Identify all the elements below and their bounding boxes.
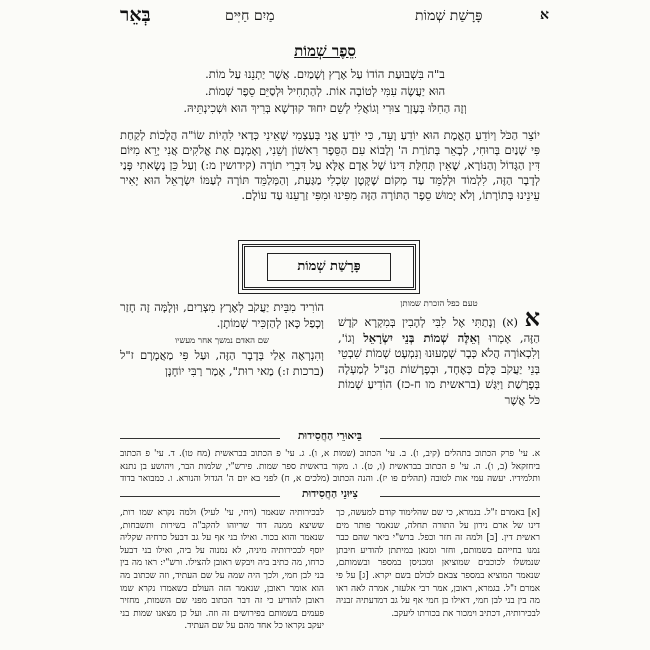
left-column-text: הוֹרִיד מִבֵּית יַעֲקֹב לְאֶרֶץ מִצְרַיִם, וּוְלָמָּה זֶה חָזַר וְכָפַל כָּאן לְהַזְכִּיר שְׁמוֹתָן. [120, 300, 324, 330]
left-column-text-2: וְהִנְרְאֶה אֵלַי בְּדָבָר הַזֶּה, וּעַל פִּי מַאֲמָרָם ז"ל (ברכות ז:) מַאי רוּת", אָמַר רַבִּי יוֹחָנָן [120, 348, 324, 378]
section-heading-tziyunei [120, 488, 540, 504]
right-column-lead: (א) וְנָתַתִּי אֶל לִבִּי לְהָבִין בְּמִקְרָא קֹדֶשׁ הַזֶּה, אָמְרוּ [338, 315, 540, 345]
main-right-column [338, 298, 540, 420]
book-title: סֵפֶר שְׁמוֹת [294, 42, 356, 60]
parsha-title-frame [242, 244, 416, 290]
verse-quote: וְאֵלֶּה שְׁמוֹת בְּנֵי יִשְׂרָאֵל [363, 330, 480, 345]
opening-verse-1: ב"ה בִּשְׁבוּעַת הוֹדוֹ עַל אֶרֶץ וְשָׁמַיִם. אֲשֶׁר יַתְנֵנוּ עַל מוֹת. [205, 67, 445, 81]
introduction-paragraph: יוֹצֵר הַכֹּל וְיוֹדֵעַ הָאֱמֶת הוּא יוֹדֵעַ וָעֵד, כִּי יוֹדֵעַ אֲנִי בְּעַצְמִי שֶׁאֵינִי כְּדַאי לִהְיוֹת שׂוֹ"ה הֲלָכוֹת לְקַחַת פִּי שְׁנַיִם בְּרוּחִי, לְבָאֵר בְּתוֹרַת ה' וְלָבוֹא עִם הַסֵּפֶר רִאשׁוֹן וְשֵׁנִי, וְאָמְנָם אֶת אֱלֹקִים אֲנִי יָרֵא מִיּוֹם דִּין הַגָּדוֹל וְהַנּוֹרָא, שֶׁאֵין תְּחִלַּת דִּינוֹ שֶׁל אָדָם אֶלָּא עַל דִּבְרֵי תוֹרָה (קידושין מ:) וְעַל כֵּן נָשָׂאתִי פָּנַי לְדָבָר הַזֶּה, לִלְמוֹד וּלְלַמֵּד עַד מְקוֹם שֶׁקָּטָן שִׂכְלִי מַגַּעַת, וְהַמְּלַמֵּד תּוֹרָה לְעַמּוֹ יִשְׂרָאֵל הוּא יָאִיר עֵינֵינוּ בְּתוֹרָתוֹ, וְלֹא יָמוּשׁ סֵפֶר הַתּוֹרָה הַזֶּה מִפִּינוּ וּמִפִּי זַרְעֵנוּ עַד עוֹלָם. [120, 128, 540, 202]
left-column-caption: שם האדם נמשך אחר מעשיו [174, 336, 270, 346]
section-heading-biurei [120, 430, 540, 446]
running-title-parsha: פָּרָשַׁת שְׁמוֹת [415, 8, 483, 24]
section-tziyunei-left-column: לבכירותיה שנאמר (ויחי, עי' לעיל) ולמה נקרא שמו רות, ששיצא ממנה דוד שריוהו להקב"ה בשירות ותשבחות, שנאמר והוא בכור. ואילו בני אף על גב דבעל כרחיה שקליה יוסף לבכירותיה מיניה, לא נמנוה על ביה, ואילו בני דבעל כרחו, מה כתיב ביה ויבקש ראובן להצילו. ורש"י: ראו מה בין בני לבן חמי, ולכך היה שמה על שם העתיד, וזה שכתוב מה הוא אומר ראובן, שנאמר הזה העולם כשאמרו נקרא שמו ראובן להודיע כי זה דבר הכתוב מפני שם השמות, מחזיר פעמים בשמותם בפירושים זה וזה. ועל כן מצאנו שמות בני יעקב נקראו כל אחד מהם על שם העתיד. [120, 508, 324, 632]
section-title-biurei: בֵּיאוּרֵי הַחֲסִידוּת [298, 430, 362, 442]
right-column-text: וְגוֹ', וְלִכְאוֹרָה הֲלֹא כְּבָר שְׁמָעוּנוּ וְנִמְעָט שְׁמוֹת שִׁבְטֵי בְּנֵי יַעֲקֹב כֻּלָּם כְּאֶחָד, וּבְפָרָשׁוֹת הַנַּ"ל לְמַעְלָה בְּפָרָשַׁת וַיִּגַּשׁ (בראשית מו ח-כז) הוֹדִיעַ שְׁמוֹת כֹּל אֲשֶׁר [338, 330, 540, 407]
opening-verse-2: הוּא יַעֲשֶׂה עִמִּי לְטוֹבָה אוֹת. לְהַתְחִיל וּלְסַיֵּם סֵפֶר שְׁמוֹת. [204, 84, 446, 98]
section-title-tziyunei: צִיּוּנֵי הַחֲסִידוּת [302, 488, 358, 500]
opening-verse-3: וְזֶה הַחִלּוּ בְּעֶזְרַ צוּרִי וְגוֹאֲלִי לְשֵׁם יִחוּד קוּדְשָׁא בְּרִיךְ הוּא וּשְׁכִינְתֵּיהּ. [183, 101, 467, 115]
drop-cap-aleph: א [524, 303, 540, 332]
page-number: א [540, 7, 549, 23]
running-title-mayim-chaim: מַיִם חַיִּים [225, 8, 275, 24]
parsha-title: פָּרָשַׁת שְׁמוֹת [267, 253, 391, 281]
main-left-column [120, 298, 324, 420]
section-tziyunei-right-column: [א] באמרם ז"ל. בגמרא, כי שם שהלימוד קודם למעשה, כך דינו של אדם נידון על התורה תחלה, שנאמר פותר מים ראשית דין. [ב] ולמה זה חזר וכפל. ברש"י ביאר שהם כבר נמנו בחייהם בשמותם, וחזר ומנאן במיתתן להודיע חיבתן שנמשלו לכוכבים שמוציאן ומכניסן במספר ובשמותם, שנאמר המוציא במספר צבאם לכולם בשם יקרא. [ג] על פי אמרם ז"ל. בגמרא, ראובן, אמר רבי אלעזר, אמרה לאה ראו מה בין בני לבן חמי, דאילו בן חמי אף על גב דמדעתיה זבניה לבכירותיה, דכתיב וימכור את בכורתו ליעקב. [336, 508, 540, 619]
running-title-beer: בְּאֵר [120, 4, 151, 26]
right-column-caption: טעם כפל הזכרת שמותן [400, 299, 478, 309]
section-biurei-text: א. עי' פרק הכתוב בתהלים (קיב, ו). ב. עי' הכתוב (שמות א, ו). ג. עי' פ הכתוב בבראשית (מח טו). ד. עי' פ הכתוב ביחזקאל (ב, ו). ה. עי' פ הכתוב בבראשית (ו, ט). ו. מקור בראשית ספר שמות. פירש"י, שלמות הבר, ויהושע בן נתנא ותלמידיו. יעשה עמי אות לטובה (תהלים פו יז). והנה הכתוב (מלכים א, ח) לפני בא יום ה' הגדול והנורא. ו. כמבואר בדוד [120, 449, 540, 485]
